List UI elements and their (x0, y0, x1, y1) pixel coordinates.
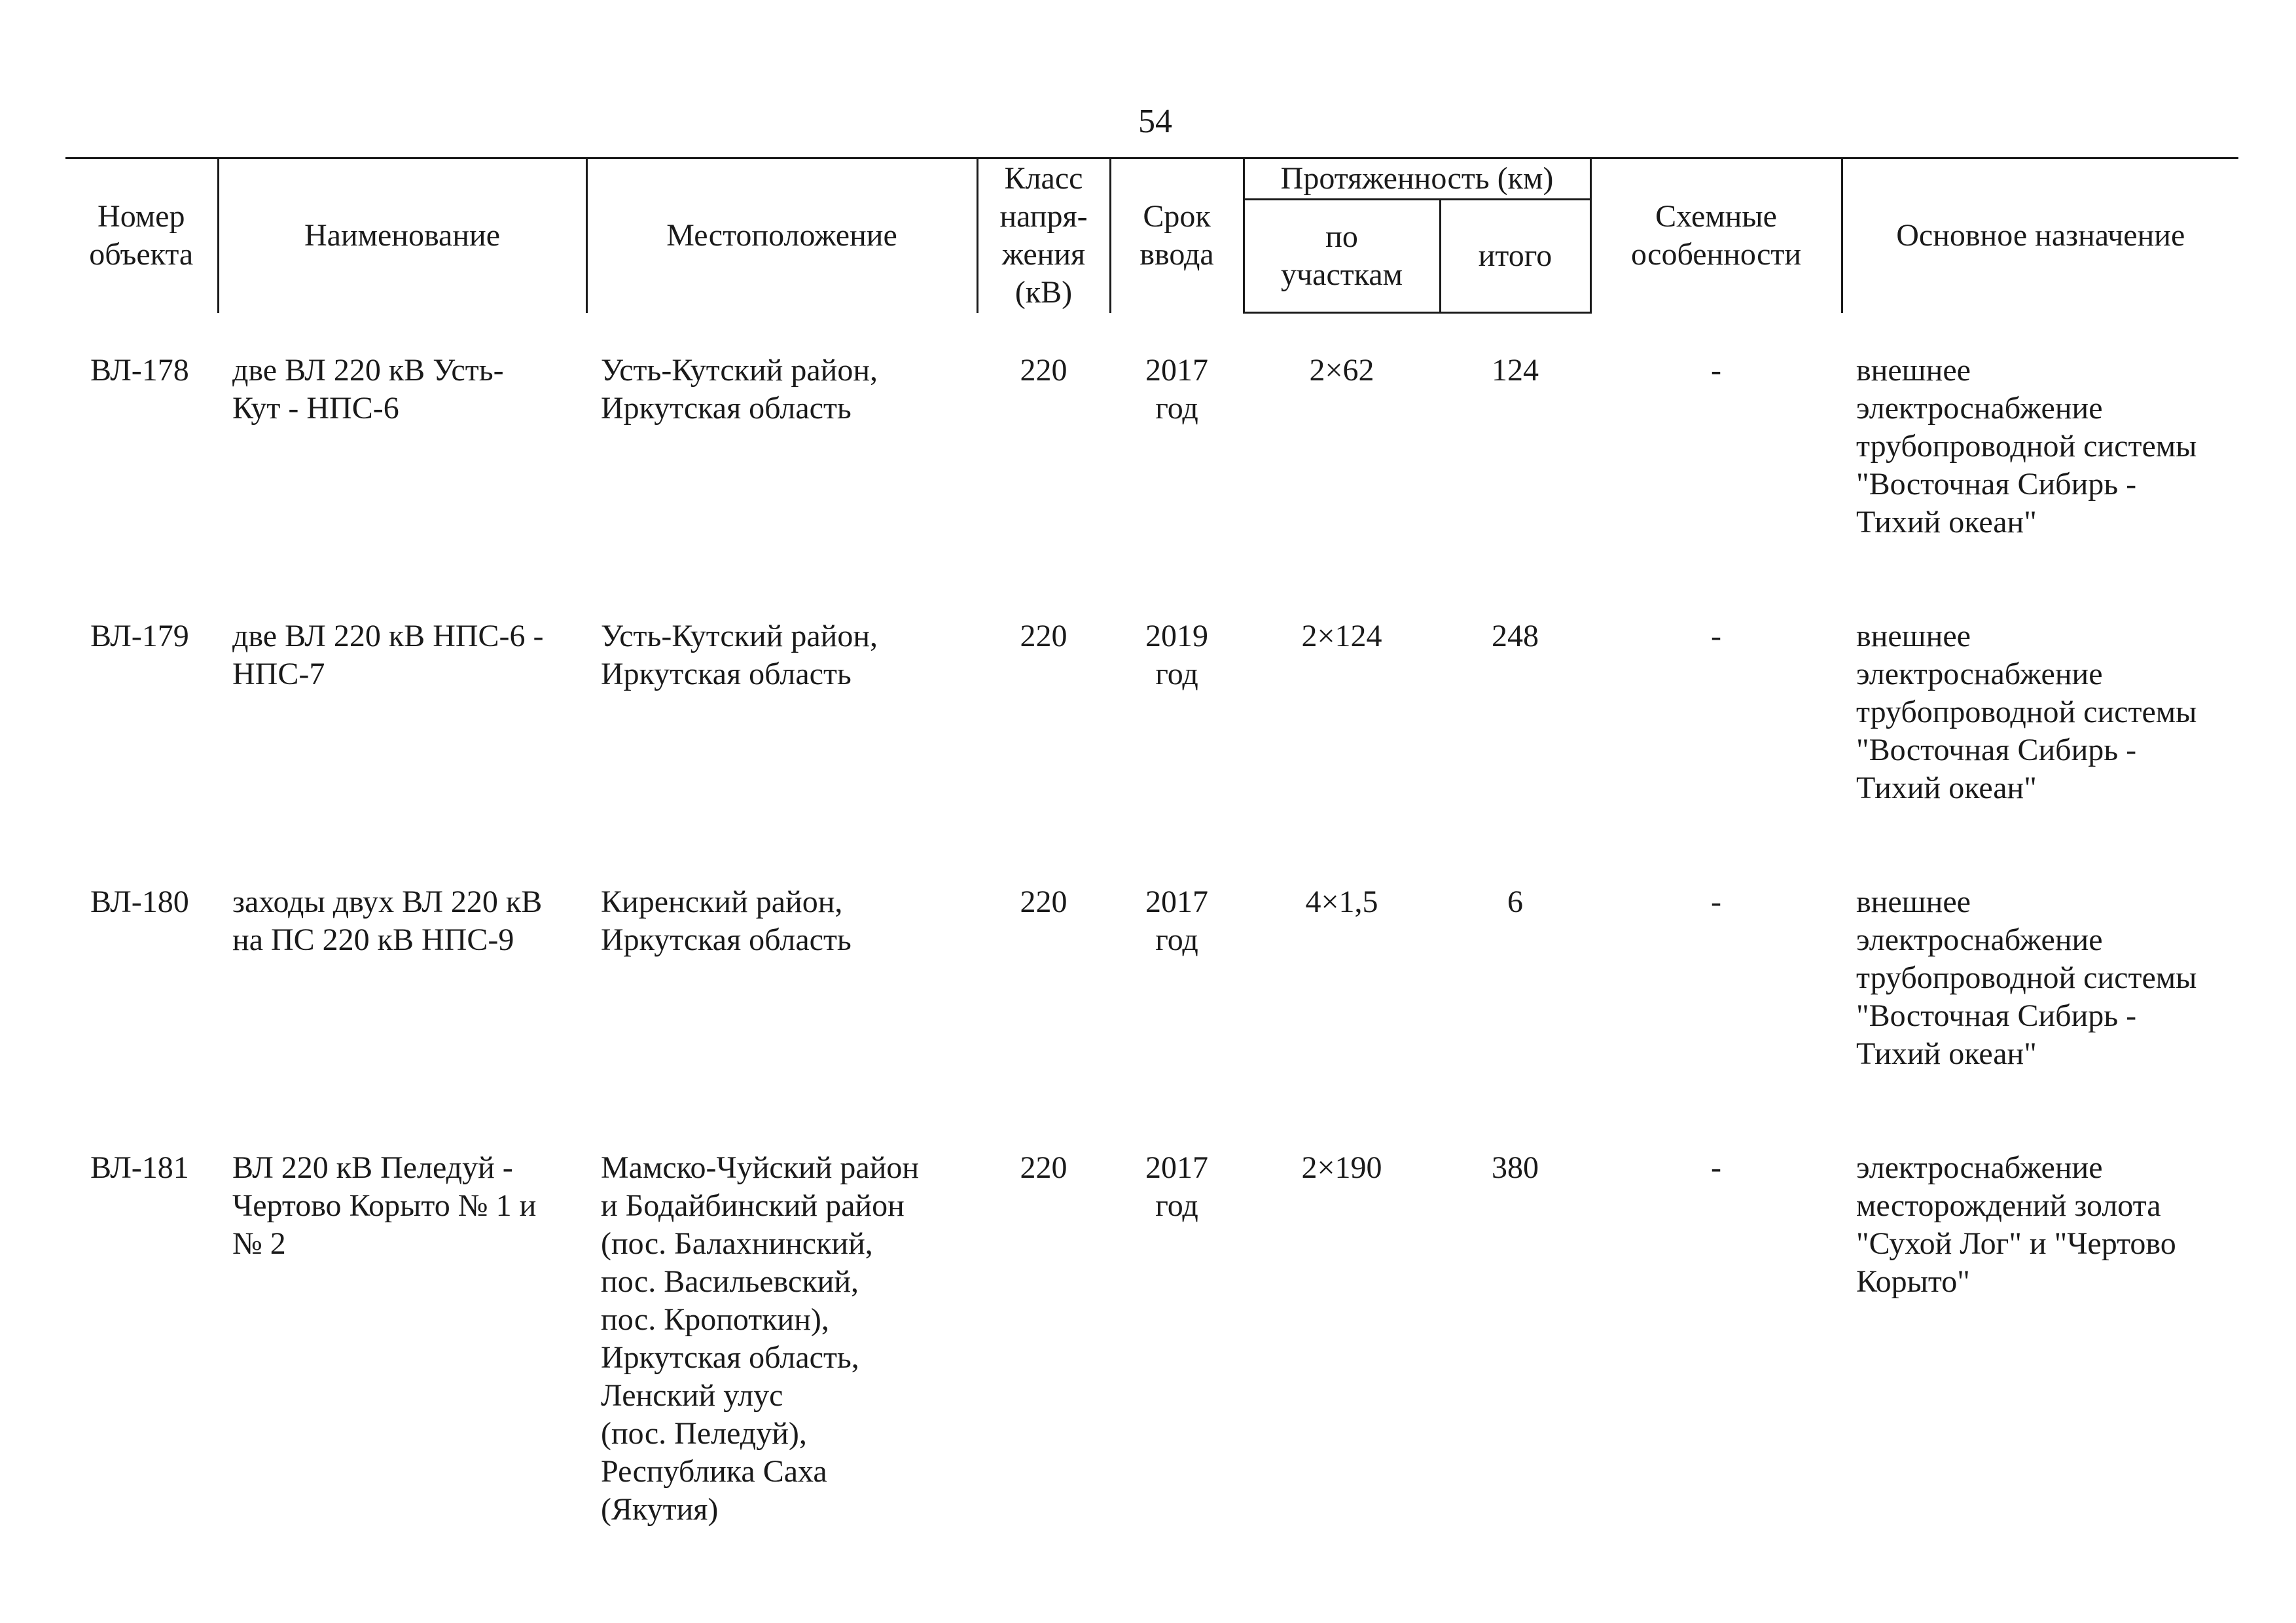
object-name: заходы двух ВЛ 220 кВ на ПС 220 кВ НПС-9 (232, 884, 543, 957)
length-sections: 2×124 (1301, 619, 1382, 653)
header-length-group: Протяженность (км) (1244, 158, 1590, 200)
header-location: Местоположение (586, 158, 977, 313)
main-purpose: внешнее электроснабжение трубопроводной системы "Восточная Сибирь - Тихий океан" (1856, 353, 2197, 539)
commissioning-term: 2017 год (1145, 353, 1208, 426)
header-voltage-class: Класс напря- жения (кВ) (977, 158, 1110, 313)
voltage-class: 220 (1020, 1150, 1067, 1185)
scheme-features: - (1711, 884, 1721, 919)
page-number: 54 (1138, 103, 1172, 140)
power-lines-table (65, 157, 2238, 1529)
length-total: 6 (1507, 884, 1523, 919)
commissioning-term: 2019 год (1145, 619, 1208, 691)
header-length-sections: по участкам (1244, 200, 1440, 313)
header-main-purpose: Основное назначение (1842, 158, 2238, 313)
commissioning-term: 2017 год (1145, 1150, 1208, 1223)
header-commissioning-term: Срок ввода (1110, 158, 1244, 313)
main-purpose: внешнее электроснабжение трубопроводной системы "Восточная Сибирь - Тихий океан" (1856, 884, 2197, 1071)
length-sections: 2×190 (1301, 1150, 1382, 1185)
voltage-class: 220 (1020, 353, 1067, 388)
length-total: 124 (1492, 353, 1539, 388)
scheme-features: - (1711, 353, 1721, 388)
main-purpose: электроснабжение месторождений золота "Сухой Лог" и "Чертово Корыто" (1856, 1150, 2176, 1299)
object-name: две ВЛ 220 кВ НПС-6 - НПС-7 (232, 619, 544, 691)
voltage-class: 220 (1020, 884, 1067, 919)
table-row (65, 1149, 2238, 1529)
length-total: 380 (1492, 1150, 1539, 1185)
header-object-number: Номер объекта (65, 158, 218, 313)
scheme-features: - (1711, 619, 1721, 653)
voltage-class: 220 (1020, 619, 1067, 653)
table-row (65, 883, 2238, 1149)
length-total: 248 (1492, 619, 1539, 653)
object-number: ВЛ-178 (90, 353, 189, 388)
table-body (65, 313, 2238, 1529)
length-sections: 2×62 (1309, 353, 1374, 388)
object-number: ВЛ-181 (90, 1150, 189, 1185)
table-row (65, 352, 2238, 617)
scheme-features: - (1711, 1150, 1721, 1185)
object-number: ВЛ-179 (90, 619, 189, 653)
object-location: Мамско-Чуйский район и Бодайбинский район (пос. Балахнинский, пос. Васильевский, пос. Кропоткин), Иркутская область, Ленский улус (пос. Пеледуй), Республика Саха (Якутия) (601, 1150, 920, 1527)
object-location: Киренский район, Иркутская область (601, 884, 852, 957)
object-name: ВЛ 220 кВ Пеледуй - Чертово Корыто № 1 и № 2 (232, 1150, 537, 1261)
length-sections: 4×1,5 (1305, 884, 1378, 919)
table-row (65, 617, 2238, 883)
table-header (65, 158, 2238, 313)
object-number: ВЛ-180 (90, 884, 189, 919)
main-purpose: внешнее электроснабжение трубопроводной системы "Восточная Сибирь - Тихий океан" (1856, 619, 2197, 805)
header-scheme-features: Схемные особенности (1590, 158, 1842, 313)
header-length-total: итого (1440, 200, 1590, 313)
header-name: Наименование (218, 158, 586, 313)
header-gap (65, 313, 2238, 352)
commissioning-term: 2017 год (1145, 884, 1208, 957)
object-location: Усть-Кутский район, Иркутская область (601, 353, 878, 426)
object-location: Усть-Кутский район, Иркутская область (601, 619, 878, 691)
object-name: две ВЛ 220 кВ Усть- Кут - НПС-6 (232, 353, 504, 426)
